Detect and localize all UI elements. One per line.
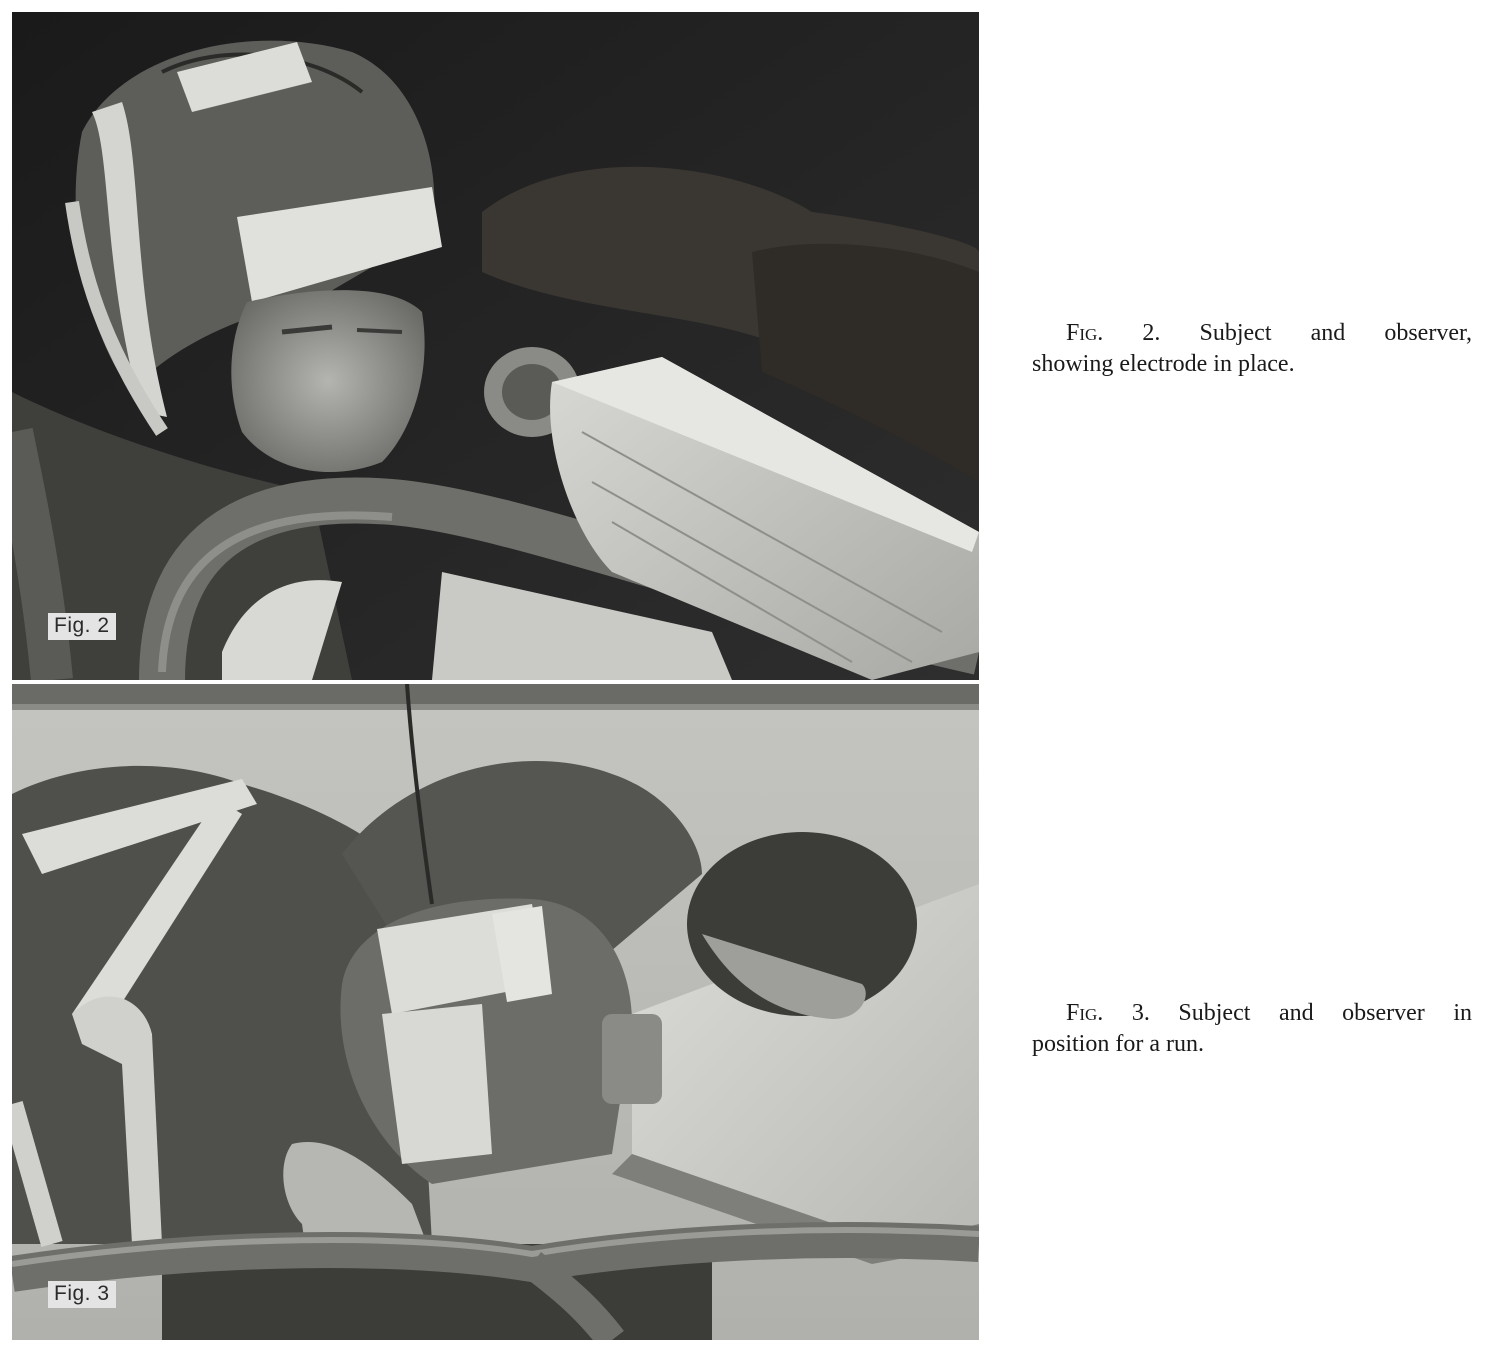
figure-3-image — [12, 684, 979, 1340]
figure-3-caption-prefix: Fig. 3. — [1066, 1000, 1150, 1026]
figure-3-caption — [1032, 998, 1472, 1060]
figure-2-label: Fig. 2 — [48, 613, 116, 640]
figure-2-caption-line2: showing electrode in place. — [1032, 351, 1295, 377]
figure-3-label: Fig. 3 — [48, 1281, 116, 1308]
figure-2-caption — [1032, 318, 1472, 380]
figure-3-photo — [12, 684, 979, 1340]
figure-2-caption-prefix: Fig. 2. — [1066, 320, 1161, 346]
figure-3-caption-line2: position for a run. — [1032, 1031, 1204, 1057]
figure-3-caption-line1: Subject and observer in — [1178, 1000, 1473, 1026]
figure-2-photo — [12, 12, 979, 680]
figure-2-caption-line1: Subject and observer, — [1199, 320, 1473, 346]
figure-2-image — [12, 12, 979, 680]
